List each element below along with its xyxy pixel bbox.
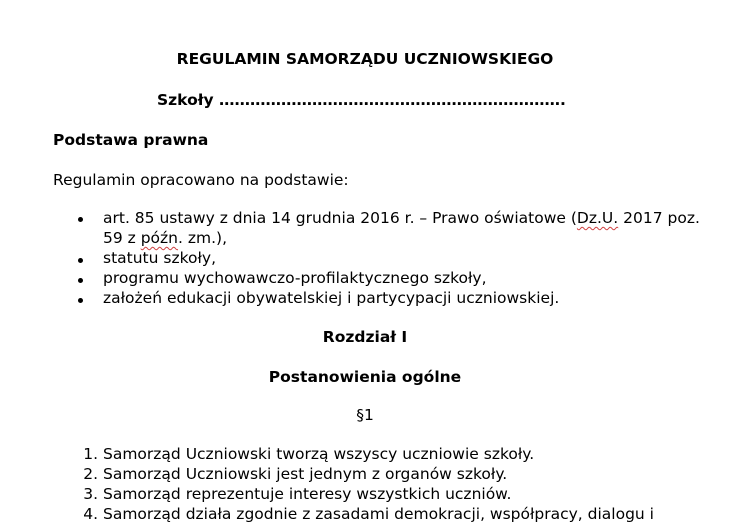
list-item-number: 1. — [83, 445, 98, 463]
intro-text: Regulamin opracowano na podstawie: — [53, 171, 349, 189]
bullet-item-1-text-c: 59 z — [103, 229, 141, 247]
list-item: Samorząd działa zgodnie z zasadami demokracji, współpracy, dialogu i — [103, 505, 654, 523]
bullet-dot — [78, 258, 83, 263]
bullet-item-2: statutu szkoły, — [103, 249, 217, 267]
bullet-item-1-text-a: art. 85 ustawy z dnia 14 grudnia 2016 r. – Prawo oświatowe ( — [103, 209, 577, 227]
paragraph-mark: §1 — [356, 406, 374, 424]
chapter-heading: Rozdział I — [322, 328, 408, 346]
spellcheck-flagged-word: późn — [140, 229, 179, 247]
school-name-line: Szkoły …………………………………………………………. — [157, 91, 566, 109]
list-item-number: 3. — [83, 485, 98, 503]
bullet-item-1-line-2 — [103, 228, 227, 248]
chapter-title: Postanowienia ogólne — [268, 368, 462, 386]
section-heading-legal-basis: Podstawa prawna — [53, 131, 209, 149]
list-item: Samorząd Uczniowski jest jednym z organów szkoły. — [103, 465, 508, 483]
list-item-number: 4. — [83, 505, 98, 523]
bullet-dot — [78, 298, 83, 303]
list-item: Samorząd reprezentuje interesy wszystkich uczniów. — [103, 485, 512, 503]
bullet-dot — [78, 217, 83, 222]
document-title: REGULAMIN SAMORZĄDU UCZNIOWSKIEGO — [176, 50, 554, 68]
bullet-item-3: programu wychowawczo-profilaktycznego szkoły, — [103, 269, 487, 287]
list-item-number: 2. — [83, 465, 98, 483]
bullet-item-4: założeń edukacji obywatelskiej i partycypacji uczniowskiej. — [103, 289, 560, 307]
spellcheck-flagged-word: Dz.U. — [576, 209, 619, 227]
bullet-item-1-line-1 — [103, 208, 700, 228]
bullet-dot — [78, 278, 83, 283]
list-item: Samorząd Uczniowski tworzą wszyscy uczniowie szkoły. — [103, 445, 535, 463]
bullet-item-1-text-d: . zm.), — [178, 229, 228, 247]
bullet-item-1-text-b: 2017 poz. — [618, 209, 700, 227]
